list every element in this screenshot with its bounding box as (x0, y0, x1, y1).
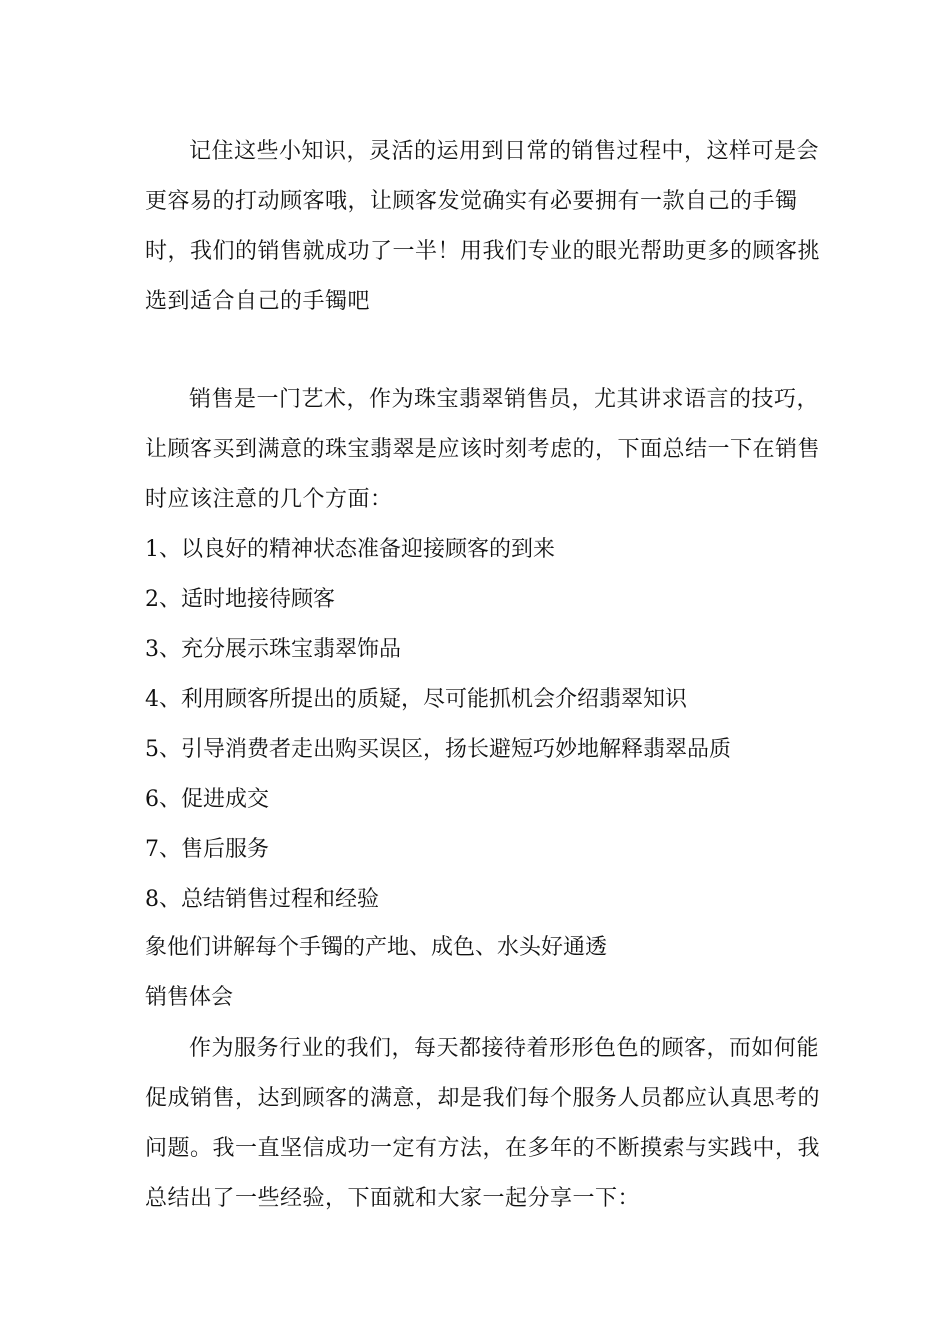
list-item: 4、利用顾客所提出的质疑，尽可能抓机会介绍翡翠知识 (145, 687, 687, 712)
list-item: 6、促进成交 (145, 787, 269, 812)
paragraph-bracelet-tips: 记住这些小知识，灵活的运用到日常的销售过程中，这样可是会更容易的打动顾客哦，让顾客发觉确实有必要拥有一款自己的手镯时，我们的销售就成功了一半！用我们专业的眼光帮助更多的顾客挑选到适合自己的手镯吧 (145, 139, 821, 314)
list-item: 3、充分展示珠宝翡翠饰品 (145, 637, 401, 662)
paragraph-sales-art: 销售是一门艺术，作为珠宝翡翠销售员，尤其讲求语言的技巧，让顾客买到满意的珠宝翡翠是应该时刻考虑的，下面总结一下在销售时应该注意的几个方面： (145, 387, 821, 512)
bracelet-explanation-line: 象他们讲解每个手镯的产地、成色、水头好通透 (145, 935, 608, 960)
list-item: 2、适时地接待顾客 (145, 587, 335, 612)
list-item: 8、总结销售过程和经验 (145, 887, 379, 912)
paragraph-sales-experience: 作为服务行业的我们，每天都接待着形形色色的顾客，而如何能促成销售，达到顾客的满意，却是我们每个服务人员都应认真思考的问题。我一直坚信成功一定有方法，在多年的不断摸索与实践中，我总结出了一些经验，下面就和大家一起分享一下： (145, 1036, 821, 1211)
section-heading: 销售体会 (145, 985, 234, 1010)
list-item: 5、引导消费者走出购买误区，扬长避短巧妙地解释翡翠品质 (145, 737, 731, 762)
list-item: 1、以良好的精神状态准备迎接顾客的到来 (145, 537, 555, 562)
list-item: 7、售后服务 (145, 837, 269, 862)
